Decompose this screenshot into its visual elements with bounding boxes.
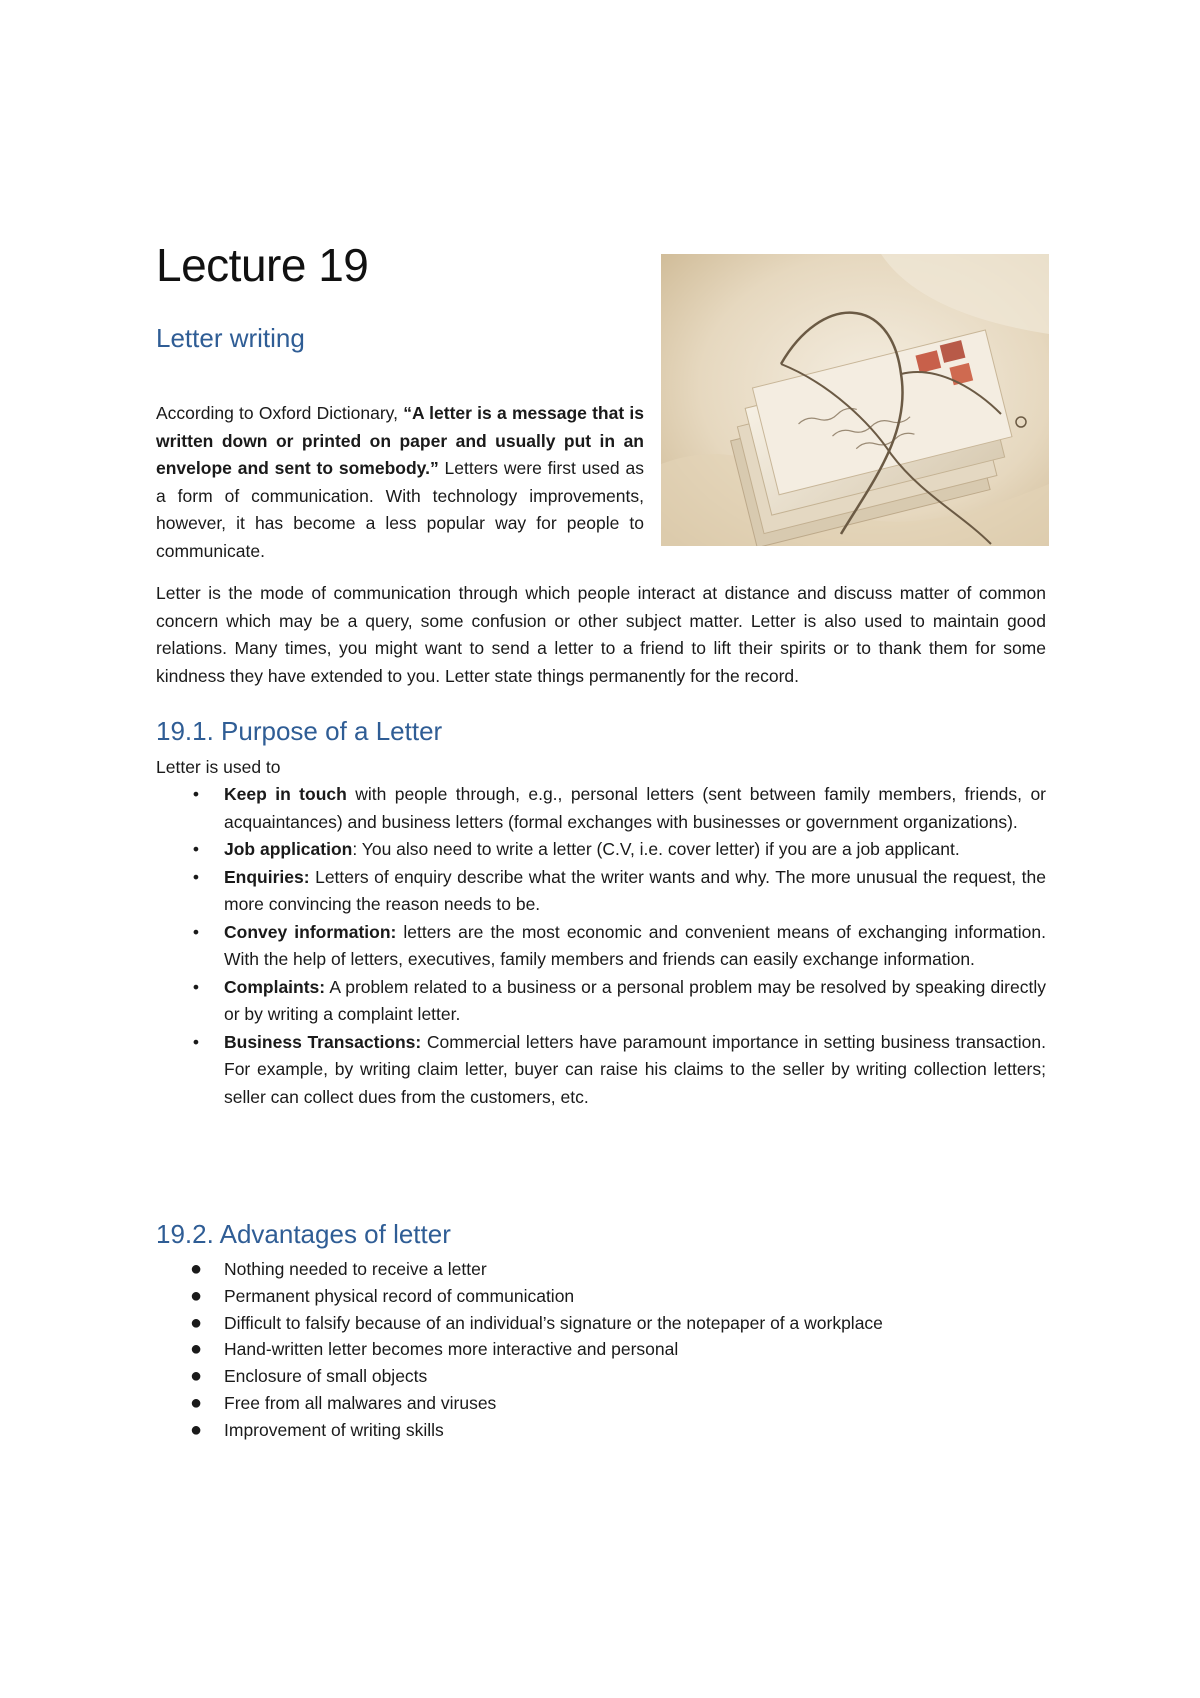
- list-item: [156, 1310, 1046, 1337]
- page-title: Lecture 19: [156, 239, 369, 291]
- bullet-icon: ●: [189, 1258, 203, 1280]
- item-term: Job application: [224, 839, 353, 859]
- list-item: [156, 1417, 1046, 1444]
- item-term: Business Transactions:: [224, 1031, 422, 1052]
- intro-definition-quote: “A letter is a message that is written down or printed on paper and usually put in an envelope and sent to somebody.”: [156, 403, 644, 478]
- list-item: [156, 1029, 1046, 1112]
- bullet-icon: ●: [189, 1391, 203, 1414]
- item-text: : You also need to write a letter (C.V, i.e. cover letter) if you are a job applicant.: [352, 839, 960, 859]
- item-term: Convey information:: [224, 921, 397, 942]
- bullet-icon: •: [192, 866, 200, 887]
- section-lead: Letter is used to: [156, 757, 281, 777]
- item-text: Improvement of writing skills: [224, 1419, 444, 1440]
- bullet-icon: •: [192, 976, 200, 997]
- intro-rest: Letters were first used as a form of communication. With technology improvements, however, it has become a less popular way for people to communicate.: [156, 458, 644, 561]
- letters-bundle-photo-icon: [661, 254, 1049, 546]
- bullet-icon: ●: [189, 1418, 203, 1441]
- bullet-icon: ●: [189, 1311, 203, 1334]
- bullet-icon: •: [192, 921, 200, 942]
- list-item: [156, 1336, 1046, 1363]
- item-term: Complaints:: [224, 976, 326, 997]
- list-item: [156, 1283, 1046, 1310]
- body-paragraph: Letter is the mode of communication through which people interact at distance and discuss matter of common concern which may be a query, some confusion or other subject matter. Letter is also used to maintain good relations. Many times, you might want to send a letter to a friend to lift their spirits or to thank them for some kindness they have extended to you. Letter state things permanently for the record.: [156, 583, 1046, 686]
- list-item: [156, 836, 1046, 864]
- purpose-list: [156, 781, 1046, 1111]
- page-subtitle: Letter writing: [156, 323, 305, 353]
- bullet-icon: •: [192, 839, 200, 859]
- item-text: Letters of enquiry describe what the writer wants and why. The more unusual the request, the more convincing the reason needs to be.: [224, 866, 1046, 914]
- intro-paragraph: [156, 400, 644, 565]
- bullet-icon: ●: [189, 1284, 203, 1307]
- item-term: Enquiries:: [224, 866, 310, 887]
- item-text: Nothing needed to receive a letter: [224, 1259, 487, 1279]
- list-item: [156, 974, 1046, 1029]
- list-item: [156, 864, 1046, 919]
- list-item: [156, 1363, 1046, 1390]
- bullet-icon: ●: [189, 1338, 203, 1361]
- item-text: Enclosure of small objects: [224, 1366, 428, 1387]
- list-item: [156, 1256, 1046, 1283]
- item-text: Difficult to falsify because of an individual’s signature or the notepaper of a workplace: [224, 1312, 883, 1333]
- item-text: Commercial letters have paramount importance in setting business transaction. For example, by writing claim letter, buyer can raise his claims to the seller by writing collection letters; seller can collect dues from the customers, etc.: [224, 1031, 1046, 1107]
- intro-prefix: According to Oxford Dictionary,: [156, 403, 404, 423]
- item-term: Keep in touch: [224, 784, 347, 804]
- item-text: A problem related to a business or a personal problem may be resolved by speaking directly or by writing a complaint letter.: [224, 976, 1046, 1024]
- item-text: Permanent physical record of communication: [224, 1285, 575, 1306]
- item-text: letters are the most economic and convenient means of exchanging information. With the help of letters, executives, family members and friends can easily exchange information.: [224, 921, 1046, 969]
- bullet-icon: ●: [189, 1365, 203, 1388]
- item-text: Hand-written letter becomes more interactive and personal: [224, 1339, 679, 1360]
- letters-photo: [661, 254, 1049, 546]
- item-text: Free from all malwares and viruses: [224, 1392, 497, 1413]
- section-heading-advantages: 19.2. Advantages of letter: [156, 1219, 451, 1249]
- bullet-icon: •: [192, 784, 200, 804]
- bullet-icon: •: [192, 1031, 200, 1052]
- list-item: [156, 1390, 1046, 1417]
- advantages-list: [156, 1256, 1046, 1444]
- list-item: [156, 781, 1046, 836]
- list-item: [156, 919, 1046, 974]
- item-text: with people through, e.g., personal letters (sent between family members, friends, or acquaintances) and business letters (formal exchanges with businesses or government organizations).: [224, 784, 1047, 832]
- section-heading-purpose: 19.1. Purpose of a Letter: [156, 716, 443, 746]
